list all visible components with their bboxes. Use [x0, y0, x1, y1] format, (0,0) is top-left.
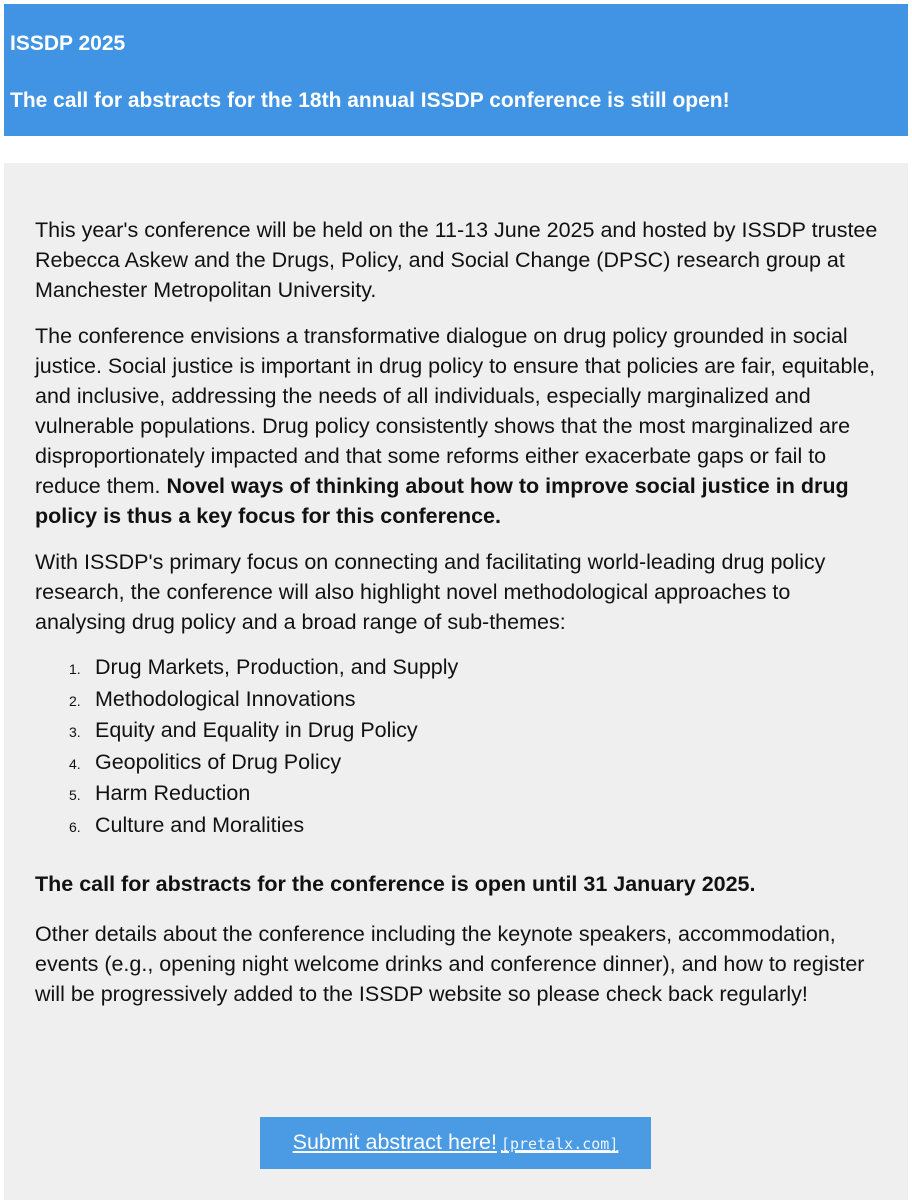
- header-subtitle: The call for abstracts for the 18th annual ISSDP conference is still open!: [10, 89, 730, 112]
- deadline-notice: The call for abstracts for the conference is open until 31 January 2025.: [35, 871, 756, 896]
- list-item: [35, 685, 878, 717]
- social-justice-text: The conference envisions a transformative dialogue on drug policy grounded in social justice. Social justice is important in drug policy to ensure that policies are fair, equitable, and inclusive, addressing the needs of all individuals, especially marginalized and vulnerable populations. Drug policy consistently shows that the most marginalized are disproportionately impacted and that some reforms either exacerbate gaps or fail to reduce them.: [35, 324, 876, 498]
- list-item: [35, 811, 878, 843]
- submit-abstract-link[interactable]: [293, 1127, 619, 1159]
- sub-themes-list: [35, 653, 878, 843]
- list-label: Harm Reduction: [95, 781, 251, 806]
- list-label: Equity and Equality in Drug Policy: [95, 718, 418, 743]
- intro-paragraph: This year's conference will be held on the 11-13 June 2025 and hosted by ISSDP trustee Rebecca Askew and the Drugs, Policy, and Social Change (DPSC) research group at Manchester Metropolitan University.: [35, 218, 878, 302]
- list-item: [35, 779, 878, 811]
- list-item: [35, 653, 878, 685]
- list-number: 1.: [69, 661, 81, 677]
- list-number: 2.: [69, 692, 81, 709]
- content-panel: [4, 163, 908, 1200]
- list-number: 4.: [69, 755, 81, 772]
- social-justice-paragraph: [35, 321, 878, 531]
- header-banner: [4, 4, 908, 136]
- list-label: Drug Markets, Production, and Supply: [95, 655, 459, 679]
- list-number: 5.: [69, 787, 81, 804]
- research-focus-paragraph: With ISSDP's primary focus on connecting and facilitating world-leading drug policy research, the conference will also highlight novel methodological approaches to analysing drug policy and a broad range of sub-themes:: [35, 550, 826, 634]
- details-paragraph: Other details about the conference including the keynote speakers, accommodation, events (e.g., opening night welcome drinks and conference dinner), and how to register will be progressively added to the ISSDP website so please check back regularly!: [35, 921, 865, 1006]
- list-label: Culture and Moralities: [95, 812, 305, 837]
- submit-abstract-button[interactable]: [260, 1117, 651, 1169]
- list-label: Geopolitics of Drug Policy: [95, 749, 342, 774]
- list-item: [35, 748, 878, 780]
- header-title: ISSDP 2025: [10, 32, 126, 55]
- list-number: 3.: [69, 724, 81, 741]
- social-justice-bold: Novel ways of thinking about how to improve social justice in drug policy is thus a key focus for this conference.: [35, 474, 849, 528]
- list-number: 6.: [69, 818, 81, 835]
- submit-abstract-label: Submit abstract here!: [292, 1130, 497, 1154]
- link-domain: [pretalx.com]: [500, 1135, 619, 1153]
- list-label: Methodological Innovations: [95, 686, 356, 711]
- list-item: [35, 716, 878, 748]
